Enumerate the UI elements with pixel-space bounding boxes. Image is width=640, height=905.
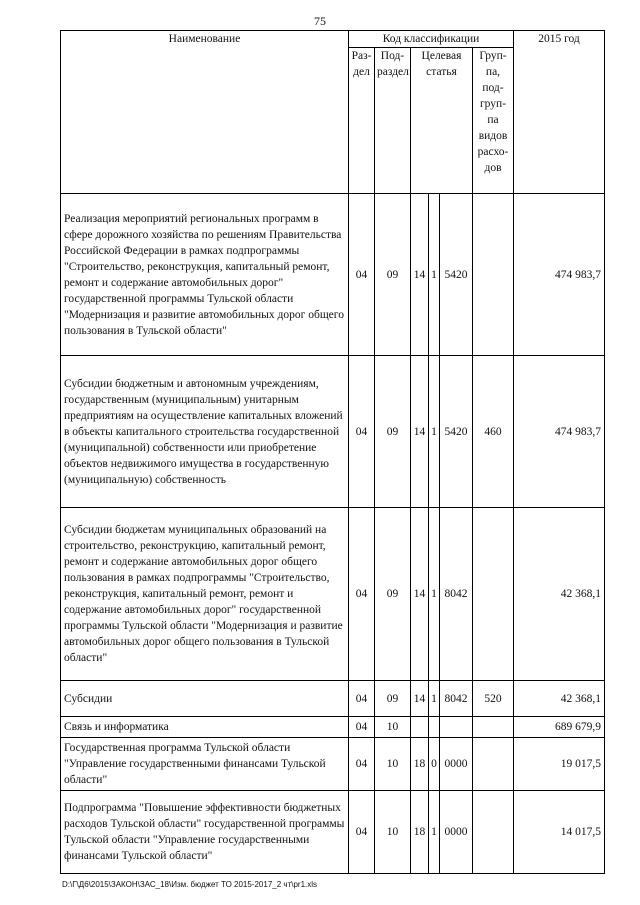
row-subsection: 09 xyxy=(375,194,411,356)
row-name: Подпрограмма "Повышение эффективности бюджетных расходов Тульской области" государственной программы Тульской области "Управление государственными финансами Тульской области" xyxy=(61,791,349,874)
row-target-code: 8042 xyxy=(440,508,473,681)
row-target-code: 0000 xyxy=(440,738,473,791)
row-target-subprogram: 1 xyxy=(429,194,440,356)
table-row xyxy=(61,738,605,791)
row-target-program: 14 xyxy=(411,356,429,508)
header-target: Целевая статья xyxy=(411,48,473,194)
row-expense-group xyxy=(473,508,514,681)
table-row xyxy=(61,791,605,874)
row-section: 04 xyxy=(349,508,375,681)
row-target-subprogram: 1 xyxy=(429,681,440,717)
row-amount: 19 017,5 xyxy=(514,738,605,791)
row-target-program: 18 xyxy=(411,791,429,874)
row-target-code: 5420 xyxy=(440,356,473,508)
page-number: 75 xyxy=(314,14,326,28)
header-subsection: Под- раздел xyxy=(375,48,411,194)
table-row xyxy=(61,681,605,717)
row-target-subprogram: 0 xyxy=(429,738,440,791)
header-classification: Код классификации xyxy=(349,31,514,48)
row-amount: 474 983,7 xyxy=(514,356,605,508)
row-section: 04 xyxy=(349,356,375,508)
row-target-code xyxy=(440,717,473,738)
row-target-code: 8042 xyxy=(440,681,473,717)
row-subsection: 10 xyxy=(375,738,411,791)
row-expense-group: 460 xyxy=(473,356,514,508)
row-target-subprogram xyxy=(429,717,440,738)
row-target-subprogram: 1 xyxy=(429,791,440,874)
row-amount: 42 368,1 xyxy=(514,681,605,717)
row-name: Субсидии xyxy=(61,681,349,717)
row-name: Связь и информатика xyxy=(61,717,349,738)
row-target-program: 14 xyxy=(411,508,429,681)
row-section: 04 xyxy=(349,738,375,791)
row-name: Субсидии бюджетам муниципальных образований на строительство, реконструкцию, капитальный ремонт, ремонт и содержание автомобильных дорог общего пользования в рамках подпрограммы "Строительство, реконструкция, капитальный ремонт, ремонт и содержание автомобильных дорог" государственной программы Тульской области "Модернизация и развитие автомобильных дорог общего пользования в Тульской области" xyxy=(61,508,349,681)
row-amount: 14 017,5 xyxy=(514,791,605,874)
row-subsection: 09 xyxy=(375,681,411,717)
header-row-top xyxy=(61,31,605,48)
row-amount: 474 983,7 xyxy=(514,194,605,356)
header-group: Груп- па, под- груп- па видов расхо- дов xyxy=(473,48,514,194)
table-row xyxy=(61,717,605,738)
row-name: Реализация мероприятий региональных программ в сфере дорожного хозяйства по решениям Правительства Российской Федерации в рамках подпрограммы "Строительство, реконструкция, капитальный ремонт, ремонт и содержание автомобильных дорог" государственной программы Тульской области "Модернизация и развитие автомобильных дорог общего пользования в Тульской области" xyxy=(61,194,349,356)
row-target-program xyxy=(411,717,429,738)
row-subsection: 10 xyxy=(375,717,411,738)
row-expense-group xyxy=(473,194,514,356)
row-expense-group xyxy=(473,717,514,738)
row-section: 04 xyxy=(349,194,375,356)
row-subsection: 10 xyxy=(375,791,411,874)
row-section: 04 xyxy=(349,717,375,738)
row-target-subprogram: 1 xyxy=(429,356,440,508)
header-section: Раз- дел xyxy=(349,48,375,194)
row-target-code: 5420 xyxy=(440,194,473,356)
row-target-program: 18 xyxy=(411,738,429,791)
header-year: 2015 год xyxy=(514,31,605,194)
row-subsection: 09 xyxy=(375,508,411,681)
row-expense-group: 520 xyxy=(473,681,514,717)
row-expense-group xyxy=(473,791,514,874)
table-row xyxy=(61,356,605,508)
row-name: Субсидии бюджетным и автономным учреждениям, государственным (муниципальным) унитарным предприятиям на осуществление капитальных вложений в объекты капитального строительства государственной (муниципальной) собственности или приобретение объектов недвижимого имущества в государственную (муниципальную) собственность xyxy=(61,356,349,508)
table-row xyxy=(61,194,605,356)
row-section: 04 xyxy=(349,681,375,717)
row-amount: 689 679,9 xyxy=(514,717,605,738)
row-target-code: 0000 xyxy=(440,791,473,874)
row-target-program: 14 xyxy=(411,681,429,717)
row-expense-group xyxy=(473,738,514,791)
budget-table xyxy=(60,30,605,874)
row-section: 04 xyxy=(349,791,375,874)
header-name: Наименование xyxy=(61,31,349,194)
table-row xyxy=(61,508,605,681)
row-name: Государственная программа Тульской области "Управление государственными финансами Тульской области" xyxy=(61,738,349,791)
row-subsection: 09 xyxy=(375,356,411,508)
row-target-program: 14 xyxy=(411,194,429,356)
row-amount: 42 368,1 xyxy=(514,508,605,681)
row-target-subprogram: 1 xyxy=(429,508,440,681)
file-path-footer: D:\Г\Д6\2015\ЗАКОН\ЗАС_18\Изм. бюджет ТО 2015-2017_2 чт\pr1.xls xyxy=(62,880,318,889)
